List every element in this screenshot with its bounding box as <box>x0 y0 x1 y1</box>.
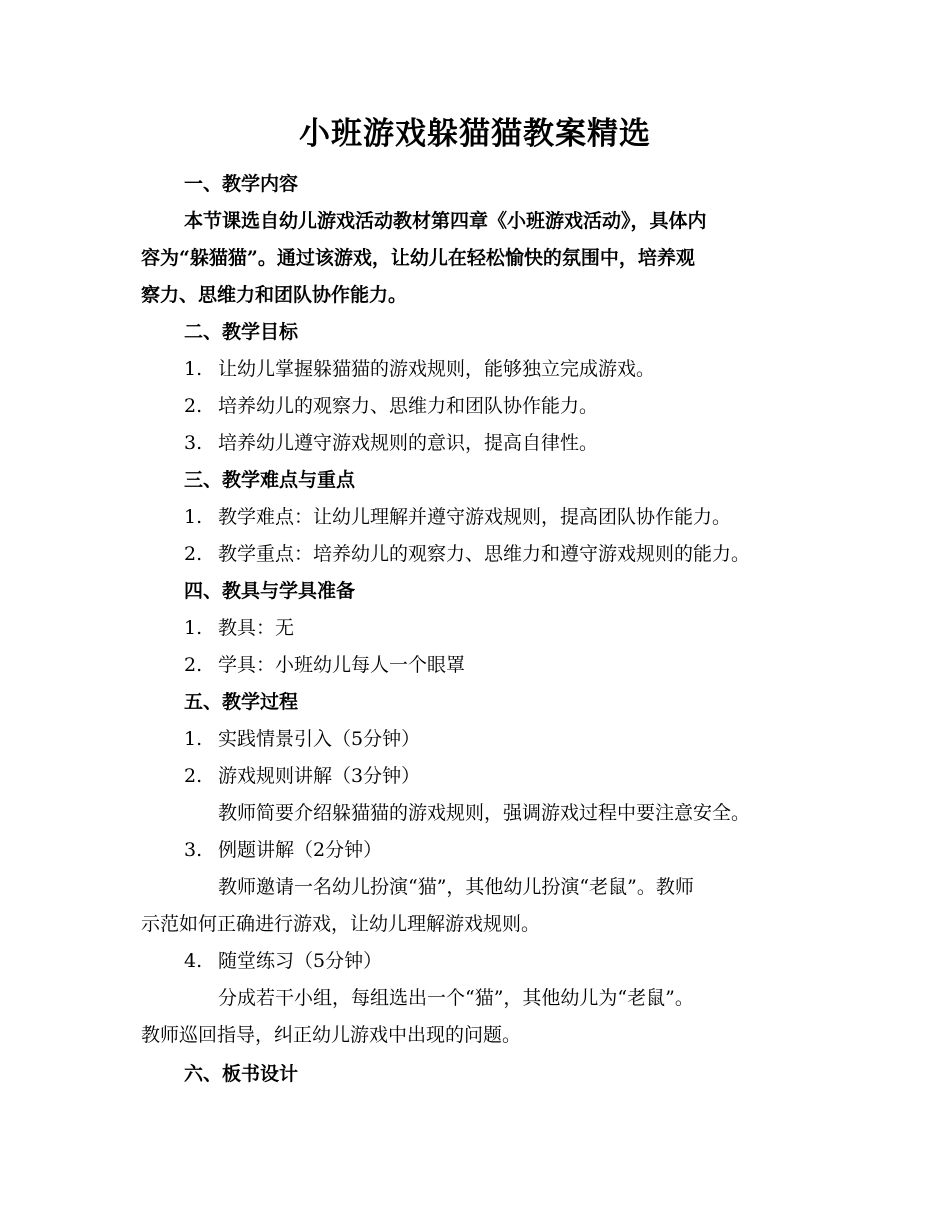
list-item <box>184 761 420 791</box>
list-item-text: 教学难点：让幼儿理解并遵守游戏规则，提高团队协作能力。 <box>218 506 732 528</box>
list-item-number: 1. <box>184 617 203 639</box>
list-item-text: 学具：小班幼儿每人一个眼罩 <box>218 654 466 676</box>
list-item <box>184 502 731 532</box>
list-item-number: 2. <box>184 654 203 676</box>
list-item-number: 4. <box>184 950 203 972</box>
detail-line: 教师简要介绍躲猫猫的游戏规则，强调游戏过程中要注意安全。 <box>218 802 751 824</box>
list-item <box>184 428 598 458</box>
list-item-number: 1. <box>184 728 203 750</box>
page-title: 小班游戏躲猫猫教案精选 <box>299 116 651 152</box>
list-item <box>184 835 382 865</box>
list-item-text: 让幼儿掌握躲猫猫的游戏规则，能够独立完成游戏。 <box>218 358 656 380</box>
list-item <box>184 539 750 569</box>
list-item <box>184 354 655 384</box>
list-item-text: 游戏规则讲解（3分钟） <box>218 765 421 787</box>
list-item-text: 培养幼儿遵守游戏规则的意识，提高自律性。 <box>218 432 599 454</box>
list-item <box>184 613 294 643</box>
list-item-number: 2. <box>184 543 203 565</box>
paragraph-line: 察力、思维力和团队协作能力。 <box>141 284 408 306</box>
list-item <box>184 391 598 421</box>
list-item-number: 3. <box>184 432 203 454</box>
list-item-text: 教学重点：培养幼儿的观察力、思维力和遵守游戏规则的能力。 <box>218 543 751 565</box>
list-item <box>184 650 465 680</box>
section-heading-board-design: 六、板书设计 <box>184 1063 299 1085</box>
detail-line: 分成若干小组，每组选出一个“猫”，其他幼儿为“老鼠”。 <box>218 987 694 1009</box>
detail-line: 教师巡回指导，纠正幼儿游戏中出现的问题。 <box>141 1024 522 1046</box>
list-item-text: 随堂练习（5分钟） <box>218 950 383 972</box>
detail-line: 教师邀请一名幼儿扮演“猫”，其他幼儿扮演“老鼠”。教师 <box>218 876 694 898</box>
list-item-number: 3. <box>184 839 203 861</box>
section-heading-key-points: 三、教学难点与重点 <box>184 469 356 491</box>
detail-line: 示范如何正确进行游戏，让幼儿理解游戏规则。 <box>141 913 541 935</box>
list-item-text: 例题讲解（2分钟） <box>218 839 383 861</box>
list-item-number: 1. <box>184 358 203 380</box>
section-heading-objectives: 二、教学目标 <box>184 321 299 343</box>
list-item-number: 2. <box>184 395 203 417</box>
section-heading-content: 一、教学内容 <box>184 173 299 195</box>
list-item-text: 实践情景引入（5分钟） <box>218 728 421 750</box>
list-item <box>184 724 420 754</box>
list-item-text: 教具：无 <box>218 617 295 639</box>
list-item-number: 1. <box>184 506 203 528</box>
list-item <box>184 946 382 976</box>
paragraph-line: 容为“躲猫猫”。通过该游戏，让幼儿在轻松愉快的氛围中，培养观 <box>141 247 695 269</box>
list-item-number: 2. <box>184 765 203 787</box>
section-heading-process: 五、教学过程 <box>184 691 299 713</box>
list-item-text: 培养幼儿的观察力、思维力和团队协作能力。 <box>218 395 599 417</box>
section-heading-materials: 四、教具与学具准备 <box>184 580 356 602</box>
paragraph-line: 本节课选自幼儿游戏活动教材第四章《小班游戏活动》，具体内 <box>184 210 707 232</box>
